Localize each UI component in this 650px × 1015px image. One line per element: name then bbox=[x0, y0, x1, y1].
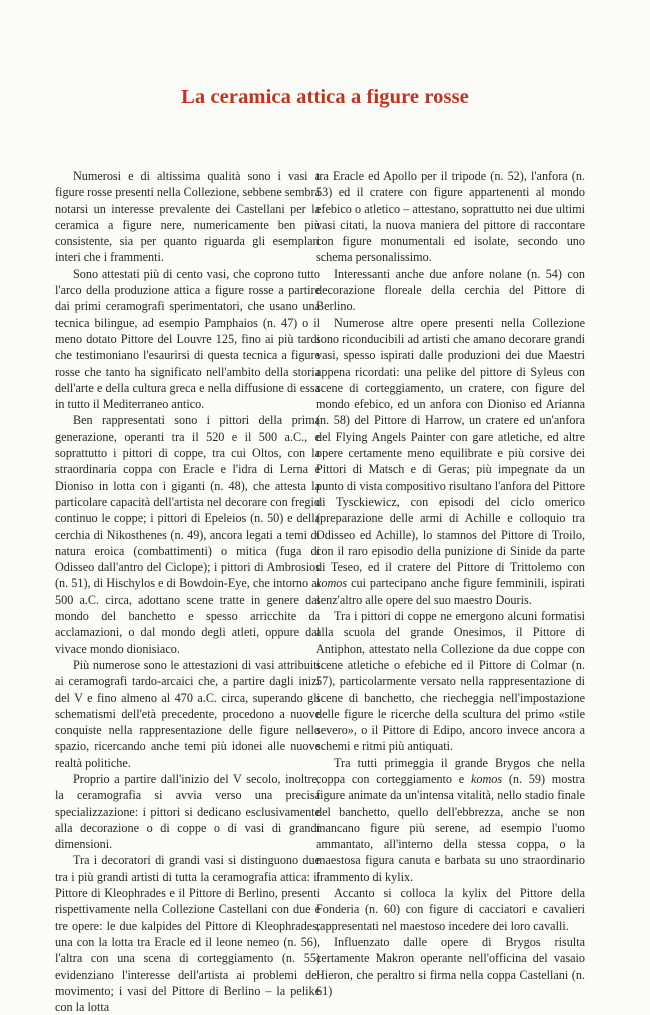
italic-term: komos bbox=[316, 576, 348, 591]
right-column bbox=[316, 168, 585, 999]
paragraph: Influenzato dalle opere di Brygos risulta certamente Makron operante nell'officina del vasaio Hieron, che peraltro si firma nella coppa Castellani (n. 61) bbox=[316, 934, 585, 998]
paragraph bbox=[316, 755, 585, 885]
paragraph: tra Eracle ed Apollo per il tripode (n. 52), l'anfora (n. 53) ed il cratere con figure appartenenti al mondo efebico o atletico – attestano, soprattutto nei due ultimi vasi citati, la nuova maniera del pittore di raccontare con figure monumentali ed isolate, secondo uno schema personalissimo. bbox=[316, 169, 585, 265]
text-run: Numerose altre opere presenti nella Collezione sono riconducibili ad artisti che amano decorare grandi vasi, spesso ispirati dalle produzioni dei due Maestri appena ricordati: una pelike del pittore di Syleus con scene di corteggiamento, un cratere, con figure del mondo efebico, ed un anfora con Dioniso ed Arianna (n. 58) del Pittore di Harrow, un cratere ed un'anfora del Flying Angels Painter con gare atletiche, ed altre opere certamente meno equilibrate e più corsive dei Pittori di Matsch e di Geras; più impegnate da un punto di vista compositivo risultano l'anfora del Pittore di Tysckiewicz, con episodi del ciclo omerico (preparazione delle armi di Achille e colloquio tra Odisseo ed Achille), lo stamnos del Pittore di Troilo, con il raro episodio della punizione di Sinide da parte di Teseo, ed il cratere del Pittore di Trittolemo con bbox=[316, 315, 585, 575]
page-title: La ceramica attica a figure rosse bbox=[181, 86, 469, 108]
paragraph: Tra i pittori di coppe ne emergono alcuni formatisi alla scuola del grande Onesimos, il Pittore di Antiphon, attestato nella Collezione da due coppe con scene atletiche o efebiche ed il Pittore di Colmar (n. 57), particolarmente versato nella rappresentazione di scene di banchetto, che riecheggia nell'impostazione delle figure le ricerche della scultura del primo «stile severo», o il Pittore di Edipo, ancoro invece ancora a schemi e ritmi più antiquati. bbox=[316, 609, 585, 754]
paragraph bbox=[316, 315, 585, 608]
text-run: Tra tutti primeggia il grande Brygos che nella coppa con corteggiamento e bbox=[316, 755, 585, 786]
paragraph: Sono attestati più di cento vasi, che coprono tutto l'arco della produzione attica a figure rosse a partire dai primi ceramografi sperimentatori, che usano una tecnica bilingue, ad esempio Pamphaios (n. 47) o il meno dotato Pittore del Louvre 125, fino ai più tardi che testimoniano l'esaurirsi di questa tecnica a figure rosse che tanto ha significato nell'ambito della storia dell'arte e della cultura greca e nella diffusione di essa in tutto il Mediterraneo antico. bbox=[55, 266, 320, 412]
paragraph: Numerosi e di altissima qualità sono i vasi a figure rosse presenti nella Collezione, sebbene sembra notarsi un interesse prevalente dei Castellani per la ceramica a figure nere, numericamente ben più consistente, sia per quanto riguarda gli esemplari interi che i frammenti. bbox=[55, 169, 320, 265]
paragraph: Proprio a partire dall'inizio del V secolo, inoltre, la ceramografia si avvia verso una precisa specializzazione: i pittori si dedicano esclusivamente alla decorazione o di coppe o di vasi di grandi dimensioni. bbox=[55, 771, 320, 852]
paragraph: Più numerose sono le attestazioni di vasi attribuiti ai ceramografi tardo-arcaici che, a partire dagli inizi del V e fino almeno al 470 a.C. circa, superando gli schematismi dell'età precedente, procedono a nuove conquiste nella rappresentazione delle figure nello spazio, ricercando anche temi più idonei alle nuove realtà politiche. bbox=[55, 657, 320, 770]
text-run: cui partecipano anche figure femminili, ispirati senz'altro alle opere del suo maestro Douris. bbox=[316, 576, 585, 607]
left-column bbox=[55, 168, 320, 1015]
paragraph: Ben rappresentati sono i pittori della prima generazione, operanti tra il 520 e il 500 a.C., e soprattutto i pittori di coppe, tra cui Oltos, con la straordinaria coppa con Eracle e l'idra di Lerna e Dioniso in lotta con i giganti (n. 48), che attesta la particolare capacità dell'artista nel decorare con fregio continuo le coppe; i pittori di Epeleios (n. 50) e della cerchia di Nikosthenes (n. 49), ancora legati a temi di natura eroica (combattimenti) o mitica (fuga di Odisseo dall'antro del Ciclope); i pittori di Ambrosios (n. 51), di Hischylos e di Bowdoin-Eye, che intorno al 500 a.C. circa, adottano scene tratte in genere dal mondo del banchetto e spesso arricchite da acclamazioni, o dal mondo degli atleti, oppure dal vivace mondo dionisiaco. bbox=[55, 413, 320, 656]
paragraph: Tra i decoratori di grandi vasi si distinguono due tra i più grandi artisti di tutta la ceramografia attica: il Pittore di Kleophrades e il Pittore di Berlino, presenti rispettivamente nella Collezione Castellani con due e tre opere: le due kalpides del Pittore di Kleophrades, una con la lotta tra Eracle ed il leone nemeo (n. 56), l'altra con una scena di corteggiamento (n. 55) evidenziano l'interesse dell'artista ai problemi del movimento; i vasi del Pittore di Berlino – la pelike con la lotta bbox=[55, 853, 320, 1015]
paragraph: Accanto si colloca la kylix del Pittore della Fonderia (n. 60) con figure di cacciatori e cavalieri rappresentati nel maestoso incedere dei loro cavalli. bbox=[316, 886, 585, 933]
text-run: (n. 59) mostra figure animate da un'intensa vitalità, nello stadio finale del banchetto, quello dell'ebbrezza, anche se non mancano figure più serene, ad esempio l'uomo ammantato, all'interno della stessa coppa, o la maestosa figura canuta e barbata su uno straordinario frammento di kylix. bbox=[316, 771, 585, 884]
paragraph: Interessanti anche due anfore nolane (n. 54) con decorazione floreale della cerchia del Pittore di Berlino. bbox=[316, 266, 585, 314]
italic-term: komos bbox=[470, 771, 503, 786]
